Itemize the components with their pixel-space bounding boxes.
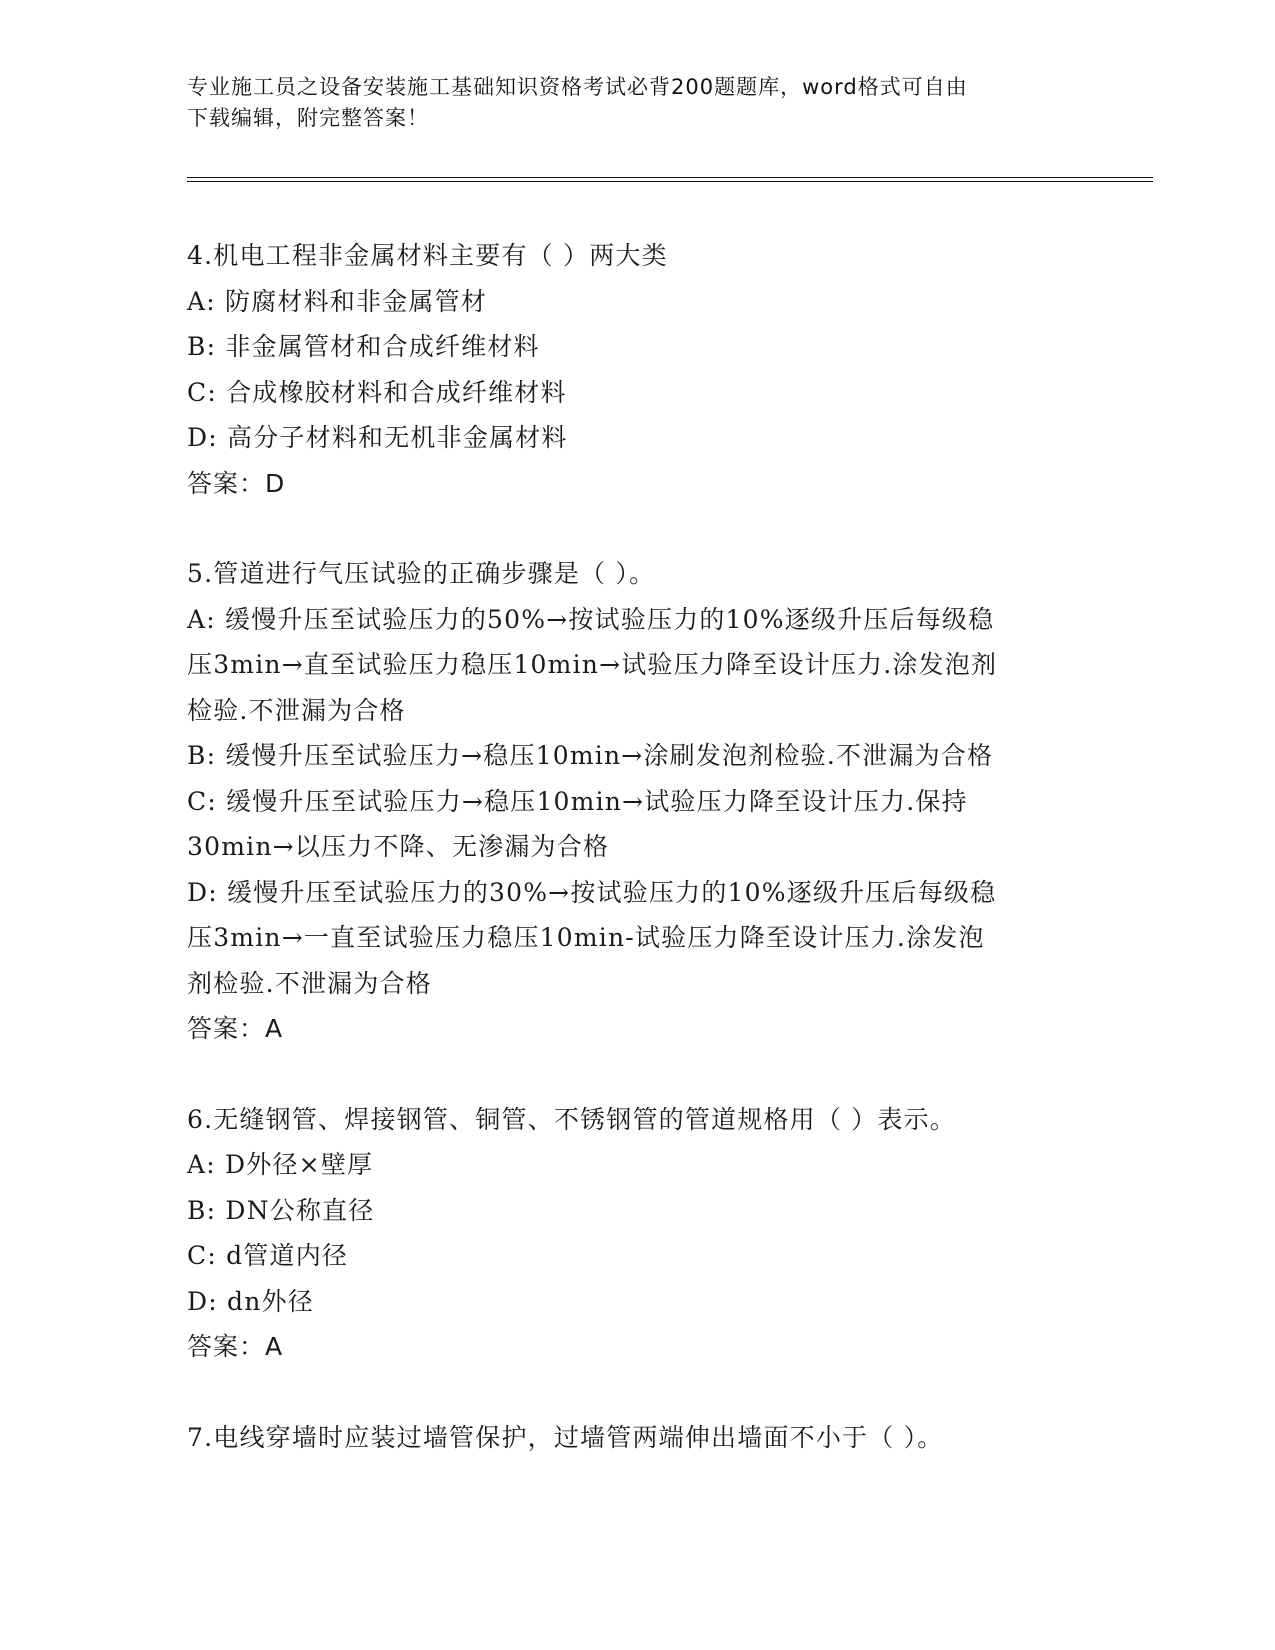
header-line-2: 下载编辑，附完整答案！	[187, 106, 429, 130]
question-5-option-c-line-2: 30min→以压力不降、无渗漏为合格	[187, 832, 610, 861]
spacer	[187, 1052, 1087, 1097]
header-line-1: 专业施工员之设备安装施工基础知识资格考试必背200题题库，word格式可自由	[187, 75, 968, 99]
question-5-option-d-line-1: D: 缓慢升压至试验压力的30%→按试验压力的10%逐级升压后每级稳	[187, 877, 997, 907]
question-5	[187, 551, 1087, 1052]
question-5-option-a-line-3: 检验.不泄漏为合格	[187, 695, 406, 725]
question-list	[187, 233, 1087, 1460]
question-6	[187, 1097, 1087, 1370]
spacer	[187, 1370, 1087, 1415]
question-6-option-a: A: D外径×壁厚	[187, 1150, 374, 1179]
question-6-stem: 6.无缝钢管、焊接钢管、铜管、不锈钢管的管道规格用（ ）表示。	[187, 1104, 957, 1134]
question-4-option-d: D: 高分子材料和无机非金属材料	[187, 423, 568, 452]
question-4-option-a: A: 防腐材料和非金属管材	[187, 286, 488, 316]
question-6-option-d: D: dn外径	[187, 1286, 314, 1316]
question-5-option-d-line-2: 压3min→一直至试验压力稳压10min-试验压力降至设计压力.涂发泡	[187, 923, 985, 952]
question-7-stem: 7.电线穿墙时应装过墙管保护，过墙管两端伸出墙面不小于（ ）。	[187, 1422, 944, 1452]
question-4	[187, 233, 1087, 506]
question-5-stem: 5.管道进行气压试验的正确步骤是（ ）。	[187, 559, 656, 588]
document-header	[187, 72, 1067, 134]
question-5-option-a-line-1: A: 缓慢升压至试验压力的50%→按试验压力的10%逐级升压后每级稳	[187, 604, 995, 634]
question-7	[187, 1415, 1087, 1461]
header-divider-top	[187, 177, 1153, 178]
question-5-option-c-line-1: C: 缓慢升压至试验压力→稳压10min→试验压力降至设计压力.保持	[187, 786, 968, 816]
question-6-option-b: B: DN公称直径	[187, 1195, 375, 1225]
question-4-option-b: B: 非金属管材和合成纤维材料	[187, 332, 540, 361]
question-5-option-b: B: 缓慢升压至试验压力→稳压10min→涂刷发泡剂检验.不泄漏为合格	[187, 741, 994, 770]
question-6-option-c: C: d管道内径	[187, 1241, 349, 1270]
question-4-stem: 4.机电工程非金属材料主要有（ ）两大类	[187, 241, 668, 270]
spacer	[187, 506, 1087, 551]
question-6-answer: 答案：A	[187, 1332, 284, 1361]
question-4-option-c: C: 合成橡胶材料和合成纤维材料	[187, 377, 567, 407]
question-5-option-d-line-3: 剂检验.不泄漏为合格	[187, 968, 432, 998]
header-divider-bottom	[187, 181, 1153, 182]
question-5-answer: 答案：A	[187, 1014, 284, 1043]
question-5-option-a-line-2: 压3min→直至试验压力稳压10min→试验压力降至设计压力.涂发泡剂	[187, 650, 998, 679]
question-4-answer: 答案：D	[187, 468, 286, 498]
